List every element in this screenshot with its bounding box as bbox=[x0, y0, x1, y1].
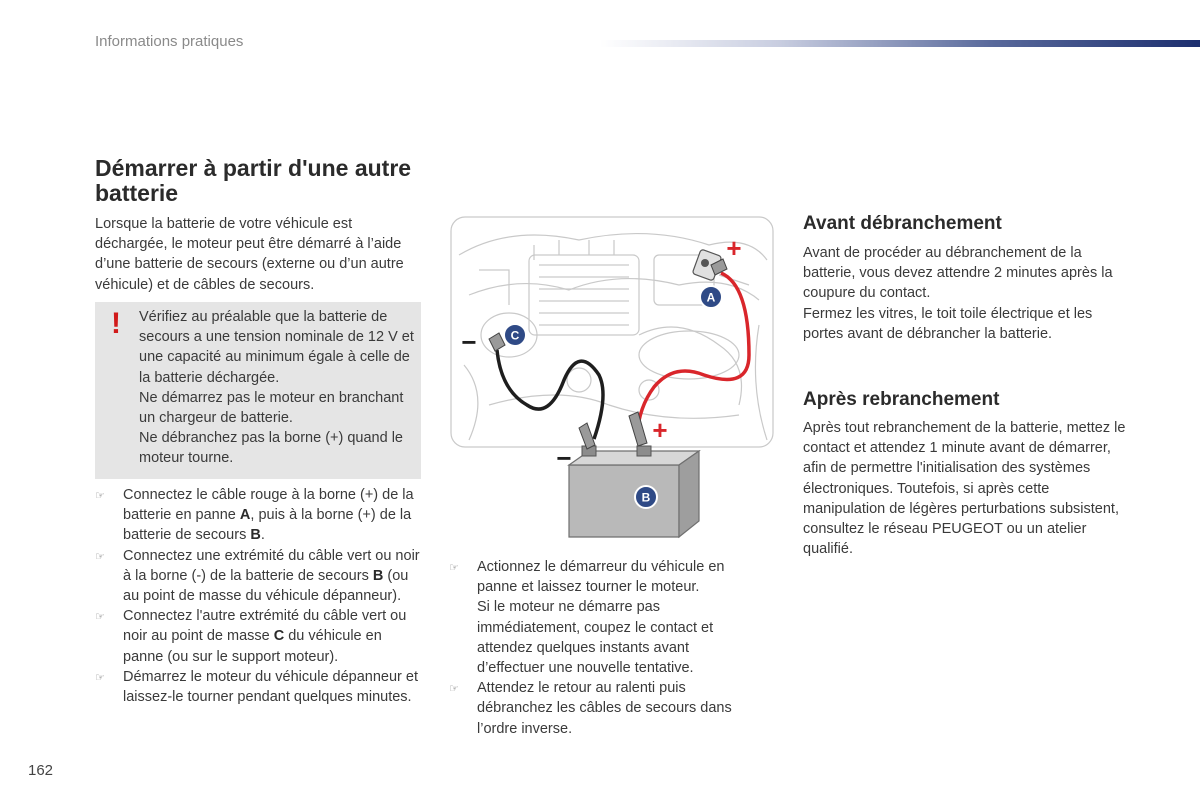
page-number: 162 bbox=[28, 762, 54, 779]
hand-pointer-icon: ☞ bbox=[449, 683, 459, 696]
steps-list-middle bbox=[449, 557, 759, 739]
hand-pointer-icon: ☞ bbox=[449, 562, 459, 574]
label-c-marker bbox=[504, 324, 526, 346]
engine-bay-illustration bbox=[451, 217, 773, 447]
minus-sign-battery: − bbox=[556, 443, 572, 473]
warning-line: Ne démarrez pas le moteur en branchant un chargeur de batterie. bbox=[139, 389, 404, 427]
helper-battery bbox=[569, 446, 699, 537]
hand-pointer-icon: ☞ bbox=[95, 550, 105, 563]
plus-sign-top: + bbox=[726, 233, 742, 263]
list-item: ☞ Connectez l'autre extrémité du câble vert ou noir au point de masse C du véhicule en panne (ou sur le support moteur). bbox=[95, 608, 407, 665]
list-item: ☞ Démarrez le moteur du véhicule dépanneur et laissez-le tourner pendant quelques minutes. bbox=[95, 668, 418, 706]
label-a: A bbox=[706, 290, 716, 305]
warning-box bbox=[95, 302, 421, 479]
cable-clamp-on-battery bbox=[579, 412, 647, 449]
list-item: ☞ Actionnez le démarreur du véhicule en panne et laissez tourner le moteur. Si le moteur ne démarre pas immédiatement, coupez le contact et attendez quelques instants avant d’effectuer une nouvelle tentative. bbox=[449, 559, 725, 677]
header-accent-bar bbox=[600, 40, 1200, 47]
label-c: C bbox=[510, 328, 520, 343]
list-item: ☞ Connectez une extrémité du câble vert ou noir à la borne (-) de la batterie de secours B (ou au point de masse du véhicule dépanneur). bbox=[95, 547, 420, 605]
list-item: ☞ Attendez le retour au ralenti puis débranchez les câbles de secours dans l’ordre inverse. bbox=[449, 680, 732, 737]
plus-sign-battery: + bbox=[652, 415, 668, 445]
heading-apres-rebranchement: Après rebranchement bbox=[803, 389, 1000, 410]
section-label: Informations pratiques bbox=[95, 33, 244, 50]
label-b: B bbox=[641, 490, 651, 505]
intro-paragraph: Lorsque la batterie de votre véhicule est déchargée, le moteur peut être démarré à l’aide d’une batterie de secours (externe ou d’un autre véhicule) et de câbles de secours. bbox=[95, 216, 404, 293]
heading-avant-debranchement: Avant débranchement bbox=[803, 213, 1002, 234]
steps-list-left bbox=[95, 485, 425, 707]
warning-text bbox=[139, 307, 417, 469]
hand-pointer-icon: ☞ bbox=[95, 611, 105, 624]
list-item: ☞ Connectez le câble rouge à la borne (+) de la batterie en panne A, puis à la borne (+) de la batterie de secours B. bbox=[95, 487, 414, 544]
hand-pointer-icon: ☞ bbox=[95, 490, 105, 502]
minus-sign-mass: − bbox=[461, 327, 477, 357]
label-b-marker bbox=[635, 486, 657, 508]
warning-line: Ne débranchez pas la borne (+) quand le moteur tourne. bbox=[139, 430, 403, 467]
paragraph-apres-rebranchement: Après tout rebranchement de la batterie, mettez le contact et attendez 1 minute avant de démarrer, afin de permettre l'initialisation des systèmes électroniques. Toutefois, si après cette manipulation de légères perturbations subsistent, consultez le réseau PEUGEOT ou un atelier qualifié. bbox=[803, 420, 1126, 558]
cable-clamp-black-mass bbox=[489, 333, 505, 351]
jump-start-diagram bbox=[449, 215, 775, 550]
paragraph-avant-debranchement: Avant de procéder au débranchement de la batterie, vous devez attendre 2 minutes après la coupure du contact. Fermez les vitres, le toit toile électrique et les portes avant de débrancher la batterie. bbox=[803, 245, 1113, 342]
warning-line: Vérifiez au préalable que la batterie de secours a une tension nominale de 12 V et une capacité au minimum égale à celle de la batterie déchargée. bbox=[139, 309, 414, 386]
page-title: Démarrer à partir d'une autre batterie bbox=[95, 155, 412, 206]
label-a-marker bbox=[700, 286, 722, 308]
hand-pointer-icon: ☞ bbox=[95, 671, 105, 684]
warning-icon: ! bbox=[111, 307, 121, 340]
